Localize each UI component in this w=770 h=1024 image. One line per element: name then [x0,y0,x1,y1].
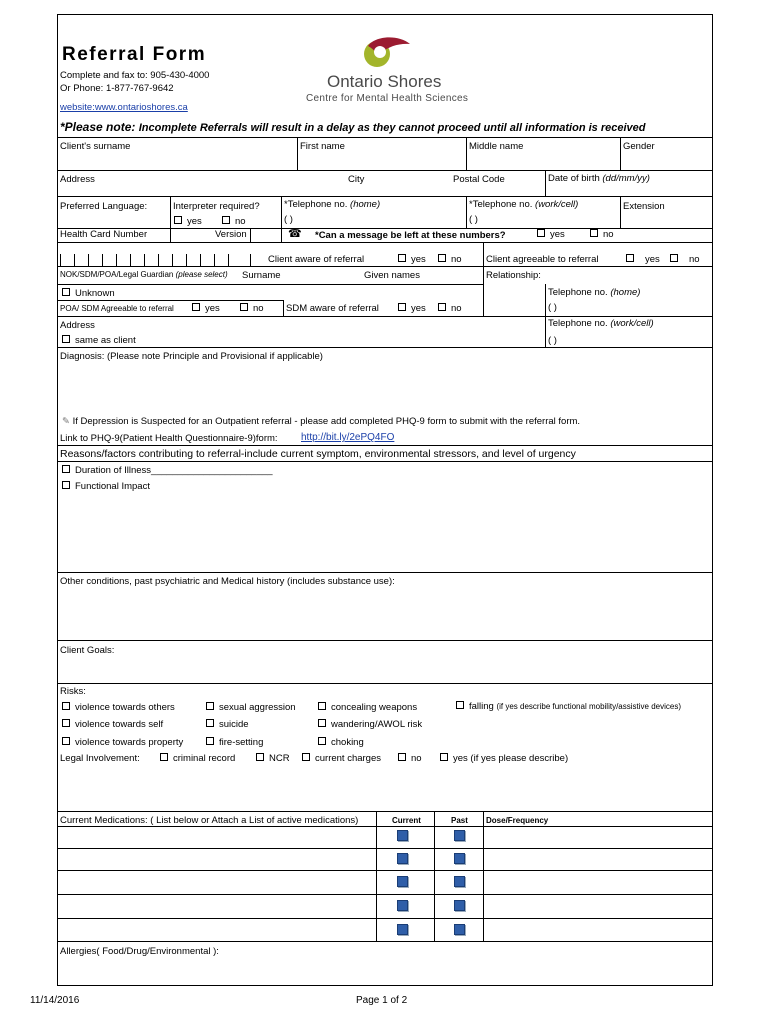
legal-label: Legal Involvement: [60,753,140,764]
duration-text: Duration of Illness_______________________ [75,465,273,476]
phone-line: Or Phone: 1-877-767-9642 [60,83,174,94]
yes-text: yes [411,303,426,314]
other-conditions-label: Other conditions, past psychiatric and Medical history (includes substance use): [60,576,395,587]
sdm-aware-label: SDM aware of referral [286,303,379,314]
checkbox-icon[interactable] [192,303,200,311]
depression-text: If Depression is Suspected for an Outpatient referral - please add completed PHQ-9 form to submit with the referral form. [72,416,581,427]
please-note-text: Incomplete Referrals will result in a delay as they cannot proceed until all information is received [138,122,646,134]
aware-yes[interactable] [398,254,426,265]
risk-sexual-aggression[interactable] [206,702,296,713]
tel-type: (home) [350,199,381,210]
legal-text: no [411,753,422,764]
tel-text: Telephone no. [548,318,611,329]
phq-link-label: Link to PHQ-9(Patient Health Questionnaire-9)form: [60,433,278,444]
tel-home-label [284,199,380,210]
med-current-checkbox[interactable] [397,830,408,841]
checkbox-icon[interactable] [256,753,264,761]
logo-subtitle: Centre for Mental Health Sciences [306,93,469,104]
nok-given-names-label: Given names [364,270,420,281]
agreeable-yes[interactable] [626,254,660,265]
telephone-icon: ☎ [288,228,302,240]
risk-text: falling [469,701,497,712]
no-text: no [451,254,462,265]
city-label: City [348,174,365,185]
checkbox-icon[interactable] [62,737,70,745]
med-current-checkbox[interactable] [397,900,408,911]
please-note-prefix: *Please note: [60,120,136,134]
nok-unknown[interactable] [62,288,115,299]
med-past-checkbox[interactable] [454,876,465,887]
tel-work-paren: ( ) [469,214,478,225]
legal-current-charges[interactable] [302,753,381,764]
please-note [60,120,645,134]
poa-yes[interactable] [192,303,220,314]
first-name-label: First name [300,141,345,152]
checkbox-icon[interactable] [160,753,168,761]
checkbox-icon[interactable] [398,254,406,262]
checkbox-icon[interactable] [537,229,545,237]
preferred-language-label: Preferred Language: [60,201,148,212]
relationship-label: Relationship: [486,270,541,281]
risk-violence-others[interactable] [62,702,175,713]
reasons-label: Reasons/factors contributing to referral-include current symptom, environmental stressors, and level of urgency [60,448,576,460]
checkbox-icon[interactable] [590,229,598,237]
checkbox-icon[interactable] [626,254,634,262]
risk-text: violence towards property [75,737,184,748]
fax-line: Complete and fax to: 905-430-4000 [60,70,210,81]
poa-agree-label: POA/ SDM Agreeable to referral [60,304,174,313]
no-text: no [451,303,462,314]
message-question: *Can a message be left at these numbers? [315,230,506,241]
client-agreeable-label: Client agreeable to referral [486,254,599,265]
checkbox-icon[interactable] [438,303,446,311]
checkbox-icon[interactable] [62,702,70,710]
tel-work-label [469,199,578,210]
checkbox-icon[interactable] [440,753,448,761]
nok-tel-work-label [548,318,654,329]
risk-text: concealing weapons [331,702,418,713]
med-past-checkbox[interactable] [454,853,465,864]
no-text: no [603,229,614,240]
checkbox-icon[interactable] [62,719,70,727]
yes-text: yes [187,216,202,227]
med-past-checkbox[interactable] [454,924,465,935]
risk-choking[interactable] [318,737,364,748]
legal-text: criminal record [173,753,236,764]
checkbox-icon[interactable] [206,702,214,710]
nok-tel-work-paren: ( ) [548,335,557,346]
checkbox-icon[interactable] [318,702,326,710]
checkbox-icon[interactable] [398,303,406,311]
tel-type: (work/cell) [535,199,579,210]
footer-date: 11/14/2016 [30,995,80,1006]
risk-text: sexual aggression [219,702,296,713]
version-label: Version [215,229,247,240]
functional-text: Functional Impact [75,481,150,492]
risk-concealing-weapons[interactable] [318,702,417,713]
checkbox-icon[interactable] [318,719,326,727]
risk-falling[interactable] [456,701,681,712]
med-past-checkbox[interactable] [454,830,465,841]
dob-format: (dd/mm/yy) [602,173,650,184]
no-text: no [253,303,264,314]
risk-violence-property[interactable] [62,737,183,748]
checkbox-icon[interactable] [206,719,214,727]
checkbox-icon[interactable] [240,303,248,311]
med-past-checkbox[interactable] [454,900,465,911]
nok-hint: (please select) [175,270,228,279]
risk-text: choking [331,737,364,748]
nok-tel-home-label [548,287,640,298]
checkbox-icon[interactable] [62,288,70,296]
middle-name-label: Middle name [469,141,524,152]
message-no[interactable] [590,229,614,240]
checkbox-icon[interactable] [206,737,214,745]
nok-surname-label: Surname [242,270,281,281]
legal-text: NCR [269,753,290,764]
logo-name: Ontario Shores [327,72,442,91]
no-text: no [689,254,700,265]
legal-criminal-record[interactable] [160,753,235,764]
address-label: Address [60,174,95,185]
risk-fire-setting[interactable] [206,737,263,748]
risk-violence-self[interactable] [62,719,163,730]
med-current-checkbox[interactable] [397,924,408,935]
duration-of-illness[interactable] [62,465,273,476]
tel-type: (work/cell) [610,318,654,329]
form-title: Referral Form [62,44,207,65]
checkbox-icon[interactable] [438,254,446,262]
checkbox-icon[interactable] [62,481,70,489]
allergies-label: Allergies( Food/Drug/Environmental ): [60,946,219,957]
dose-header: Dose/Frequency [486,816,549,825]
unknown-text: Unknown [75,288,115,299]
footer-page: Page 1 of 2 [356,995,408,1006]
checkbox-icon[interactable] [670,254,678,262]
checkbox-icon[interactable] [174,216,182,224]
nok-text: NOK/SDM/POA/Legal Guardian [60,270,176,279]
diagnosis-label: Diagnosis: (Please note Principle and Provisional if applicable) [60,351,323,362]
interpreter-yes[interactable] [174,216,202,227]
past-header: Past [451,816,468,825]
interpreter-no[interactable] [222,216,246,227]
agreeable-no[interactable] [670,254,700,265]
nok-address-label: Address [60,320,95,331]
tel-text: Telephone no. [548,287,611,298]
same-text: same as client [75,335,136,346]
legal-text: yes (if yes please describe) [453,753,569,764]
risk-text: fire-setting [219,737,264,748]
checkbox-icon[interactable] [398,753,406,761]
checkbox-icon[interactable] [62,465,70,473]
aware-no[interactable] [438,254,462,265]
depression-note [62,416,580,427]
medications-label: Current Medications: ( List below or Attach a List of active medications) [60,815,359,826]
message-yes[interactable] [537,229,565,240]
tel-text: *Telephone no. [469,199,536,210]
risk-text: violence towards others [75,702,175,713]
poa-no[interactable] [240,303,264,314]
interpreter-label: Interpreter required? [173,201,260,212]
legal-no[interactable] [398,753,422,764]
nok-tel-home-paren: ( ) [548,302,557,313]
risk-wandering[interactable] [318,719,422,730]
dob-label [548,173,650,184]
legal-ncr[interactable] [256,753,290,764]
website-link[interactable]: website:www.ontarioshores.ca [60,102,188,113]
checkbox-icon[interactable] [456,701,464,709]
health-card-label: Health Card Number [60,229,148,240]
med-current-checkbox[interactable] [397,876,408,887]
functional-impact[interactable] [62,481,150,492]
tel-home-paren: ( ) [284,214,293,225]
risk-text: suicide [219,719,249,730]
yes-text: yes [205,303,220,314]
form-border [57,14,713,986]
checkbox-icon[interactable] [318,737,326,745]
risk-suicide[interactable] [206,719,249,730]
legal-text: current charges [315,753,382,764]
phq-link[interactable]: http://bit.ly/2ePQ4FO [301,432,395,443]
med-current-checkbox[interactable] [397,853,408,864]
client-surname-label: Client's surname [60,141,131,152]
risk-text: violence towards self [75,719,164,730]
postal-code-label: Postal Code [453,174,505,185]
sdm-yes[interactable] [398,303,426,314]
nok-label [60,270,228,279]
checkbox-icon[interactable] [222,216,230,224]
falling-hint: (if yes describe functional mobility/assistive devices) [496,702,681,711]
extension-label: Extension [623,201,665,212]
checkbox-icon[interactable] [62,335,70,343]
yes-text: yes [550,229,565,240]
risk-text: wandering/AWOL risk [331,719,423,730]
same-as-client[interactable] [62,335,136,346]
no-text: no [235,216,246,227]
risks-label: Risks: [60,686,86,697]
tel-text: *Telephone no. [284,199,351,210]
current-header: Current [392,816,421,825]
tel-type: (home) [610,287,641,298]
sdm-no[interactable] [438,303,462,314]
yes-text: yes [645,254,660,265]
yes-text: yes [411,254,426,265]
pencil-icon: ✎ [62,416,70,427]
legal-yes[interactable] [440,753,568,764]
client-aware-label: Client aware of referral [268,254,365,265]
dob-text: Date of birth [548,173,603,184]
gender-label: Gender [623,141,655,152]
client-goals-label: Client Goals: [60,645,115,656]
checkbox-icon[interactable] [302,753,310,761]
